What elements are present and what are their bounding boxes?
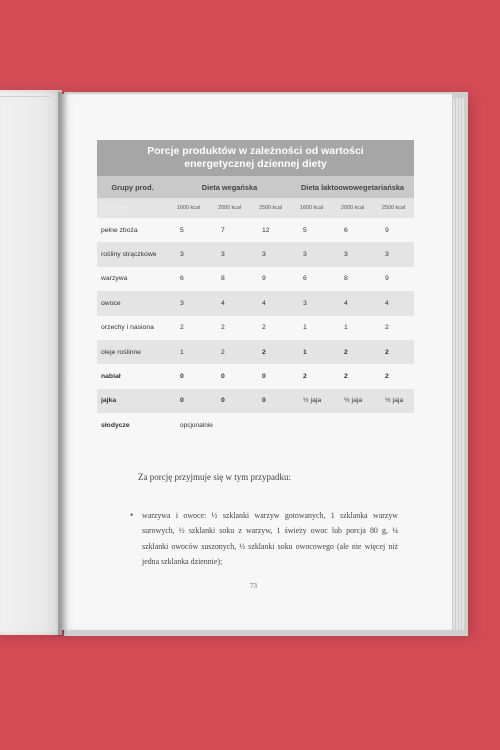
portion-intro: Za porcję przyjmuje się w tym przypadku: xyxy=(138,472,291,482)
table-cell: ½ jaja xyxy=(303,397,322,405)
header-kcal: 2000 kcal xyxy=(340,205,365,211)
table-row xyxy=(97,242,414,266)
table-cell: 3 xyxy=(221,251,225,259)
table-cell: 1 xyxy=(303,324,307,332)
list-item xyxy=(130,508,398,570)
table-cell: 1 xyxy=(344,324,348,332)
row-label: nabiał xyxy=(101,373,121,381)
table-row xyxy=(97,267,414,291)
header-kcal: 2500 kcal xyxy=(258,205,283,211)
table-cell: 3 xyxy=(303,251,307,259)
table-cell: 6 xyxy=(344,226,348,234)
table-cell: 3 xyxy=(262,251,266,259)
row-label: oleje roślinne xyxy=(101,348,142,356)
header-diet-vegan: Dieta wegańska xyxy=(201,182,258,192)
table-cell: 0 xyxy=(262,397,266,405)
row-label: jajka xyxy=(101,397,117,405)
table-row xyxy=(97,389,414,413)
table-cell: 2 xyxy=(385,324,389,332)
table-cell: 3 xyxy=(344,251,348,259)
page-stack xyxy=(450,98,464,630)
header-kcal: 1600 kcal xyxy=(176,205,201,211)
header-group-col: Grupy prod. xyxy=(111,182,154,192)
table-row xyxy=(97,340,414,364)
table-cell: 4 xyxy=(221,299,225,307)
table-cell: 1 xyxy=(180,348,184,356)
table-cell: 2 xyxy=(344,348,348,356)
table-cell: 8 xyxy=(221,275,225,283)
table-cell: 6 xyxy=(303,275,307,283)
table-cell: 0 xyxy=(221,397,225,405)
table-cell: 9 xyxy=(385,275,389,283)
table-cell: 0 xyxy=(180,373,184,381)
table-cell: 3 xyxy=(180,299,184,307)
row-label: rośliny strączkowe xyxy=(101,251,157,259)
table-cell: 2 xyxy=(221,348,225,356)
page-number: 73 xyxy=(250,582,257,590)
table-cell: 7 xyxy=(221,226,225,234)
header-kcal: 1600 kcal xyxy=(299,205,324,211)
row-label: słodycze xyxy=(101,421,130,429)
table-cell: 0 xyxy=(221,373,225,381)
table-row xyxy=(97,364,414,388)
table-cell: 2 xyxy=(344,373,348,381)
book-gutter xyxy=(58,92,68,636)
table-cell: 3 xyxy=(385,251,389,259)
portions-table xyxy=(97,140,414,438)
row-label: warzywa xyxy=(101,275,128,283)
row-label: orzechy i nasiona xyxy=(101,324,154,332)
table-header-kcal xyxy=(97,198,414,218)
table-cell: 5 xyxy=(303,226,307,234)
header-kcal: 2000 kcal xyxy=(217,205,242,211)
table-cell: 2 xyxy=(385,373,389,381)
table-cell: 1 xyxy=(303,348,307,356)
table-cell: 6 xyxy=(180,275,184,283)
table-cell: 9 xyxy=(385,226,389,234)
table-cell: 4 xyxy=(385,299,389,307)
table-cell: 2 xyxy=(262,348,266,356)
table-cell: 12 xyxy=(262,226,270,234)
header-energy-value: Wartość en. xyxy=(101,205,128,211)
table-cell: 4 xyxy=(262,299,266,307)
table-cell: 4 xyxy=(344,299,348,307)
left-page-edge xyxy=(0,96,50,633)
table-cell: ½ jaja xyxy=(344,397,363,405)
row-label: owoce xyxy=(101,299,121,307)
page-body-text xyxy=(130,472,398,570)
optional-note: opcjonalnie xyxy=(180,421,213,429)
table-row xyxy=(97,291,414,315)
table-cell: 2 xyxy=(385,348,389,356)
row-label: pełne zboża xyxy=(101,226,138,234)
table-cell: 3 xyxy=(180,251,184,259)
table-cell: 2 xyxy=(303,373,307,381)
table-cell: 2 xyxy=(262,324,266,332)
table-cell: 5 xyxy=(180,226,184,234)
table-header-groups xyxy=(97,176,414,198)
table-cell: 2 xyxy=(180,324,184,332)
table-cell: 9 xyxy=(262,275,266,283)
header-kcal: 2500 kcal xyxy=(381,205,406,211)
table-title: Porcje produktów w zależności od wartości energetycznej dziennej diety xyxy=(97,140,414,176)
table-cell: ½ jaja xyxy=(385,397,404,405)
table-cell: 0 xyxy=(180,397,184,405)
table-row xyxy=(97,316,414,340)
table-cell: 3 xyxy=(303,299,307,307)
bullet-icon: • xyxy=(130,510,134,520)
table-cell: 0 xyxy=(262,373,266,381)
table-row xyxy=(97,413,414,437)
table-cell: 8 xyxy=(344,275,348,283)
header-diet-lacto: Dieta laktoowowegetariańska xyxy=(300,182,405,192)
table-row xyxy=(97,218,414,242)
bullet-text: warzywa i owoce: ½ szklanki warzyw gotowanych, 1 szklanka warzyw surowych, ½ szklanki soku z warzyw, 1 świeży owoc lub porcja 80 g, ¼ szklanki owoców suszonych, ½ szklanki soku owocowego (ale nie więcej niż jedna szklanka dziennie); xyxy=(142,511,398,567)
table-cell: 2 xyxy=(221,324,225,332)
